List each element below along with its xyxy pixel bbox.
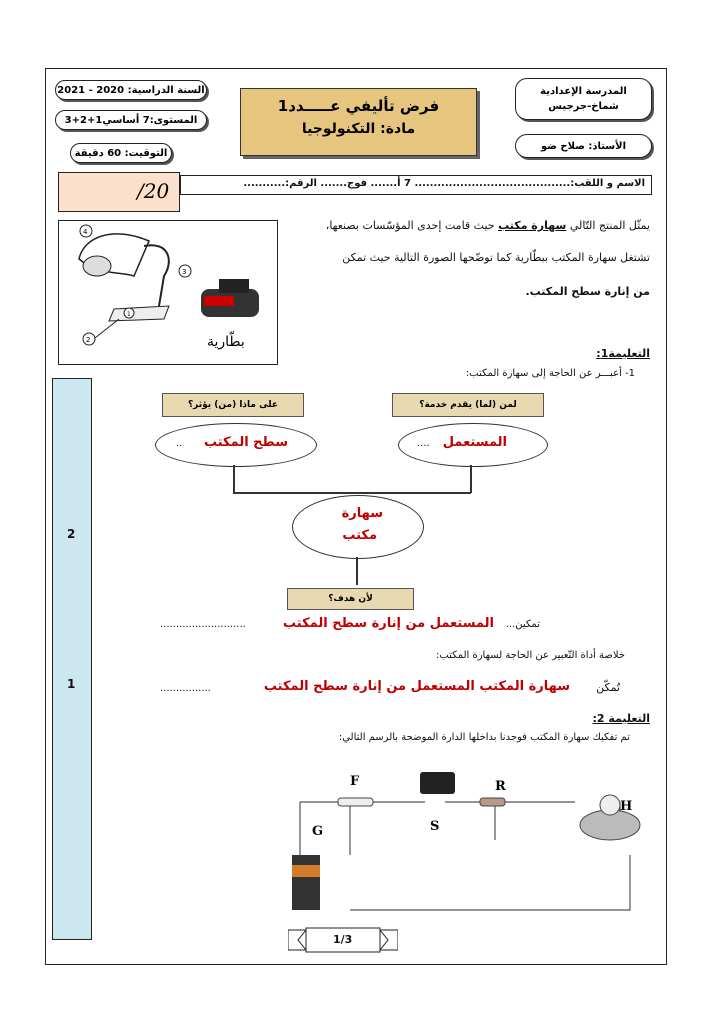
year-text: السنة الدراسية: 2020 - 2021 [57,84,205,96]
score-text: /20 [137,179,170,203]
box-goal [287,588,414,610]
school-box [515,78,652,120]
intro-text-a: يمثّل المنتج التّالي [566,219,650,232]
acts-on-label: على ماذا (من) يؤثر؟ [187,400,279,410]
label-R: R [495,779,506,794]
product-line-2: مكتب [342,528,377,543]
page-number: 1/3 [333,933,353,946]
side-score-1: 1 [67,677,76,691]
serves-dots: .... [417,438,430,449]
label-H: H [620,799,633,814]
task2-text: تم تفكيك سهارة المكتب فوجدنا بداخلها الدارة الموضحة بالرسم التالي: [338,732,630,743]
lamp-image-box [58,220,278,365]
label-S: S [430,819,440,834]
goal-answer: المستعمل من إنارة سطح المكتب [283,616,494,631]
desk-lamp-image [59,221,277,364]
exam-title: فرض تأليفي عـــــدد1 [277,97,440,115]
fuse-shape [338,798,373,806]
score-box [58,172,180,212]
intro-line-3: من إنارة سطح المكتب. [525,285,650,298]
goal-label: لأن هدف؟ [328,594,373,604]
school-place: شماخ-جرجيس [548,101,619,112]
label-4: 4 [83,228,88,236]
connector-horizontal [233,492,471,494]
connector-down [356,557,358,585]
summary-answer: سهارة المكتب المستعمل من إنارة سطح المكتب [263,679,570,694]
label-F: F [350,774,360,789]
battery-shape [292,855,320,910]
serves-label: لمن (لما) يقدم خدمة؟ [419,400,517,410]
product-name: سهارة مكتب [498,219,567,232]
serves-answer: المستعمل [442,435,507,450]
level-text: المستوى:7 أساسي1+2+3 [64,114,198,126]
battery-label: بطّارية [207,334,245,350]
ellipse-serves [398,423,548,467]
exam-title-box [240,88,477,156]
task1-question: 1- أعبـــر عن الحاجة إلى سهارة المكتب: [465,368,635,379]
product-line-1: سهارة [341,506,383,521]
timing-text: التوقيت: 60 دقيقة [74,147,168,159]
teacher-box [515,134,652,158]
label-G: G [312,824,324,839]
student-info-box [180,175,652,195]
label-3: 3 [182,268,187,276]
summary-prefix: تُمكّن [596,681,620,694]
label-1: 1 [127,311,131,318]
resistor-shape [480,798,505,806]
intro-line-1 [326,219,650,232]
subject-title: مادة: التكنولوجيا [301,121,416,137]
box-serves [392,393,544,417]
goal-prefix: تمكين... [505,619,540,630]
switch-shape [420,772,455,794]
side-score-2: 2 [67,527,76,541]
goal-dots: ........................... [160,619,246,630]
school-name: المدرسة الإعدادية [540,86,627,97]
acts-on-dots: .. [176,438,183,449]
timing-box [70,143,172,163]
level-box [55,110,207,130]
circuit-diagram [280,760,650,920]
connector-left [233,465,235,493]
intro-text-c: حيث قامت إحدى المؤسّسات بصنعها، [325,219,499,232]
box-acts-on [162,393,304,417]
summary-question: خلاصة أداة التّعبير عن الحاجة لسهارة المكتب: [435,650,625,661]
task1-heading: التعليمة1: [596,347,650,360]
acts-on-answer: سطح المكتب [203,435,288,450]
task2-heading: التعليمة 2: [592,712,650,725]
ellipse-acts-on [155,423,317,467]
intro-line-2: تشتغل سهارة المكتب ببطّارية كما توضّحها الصورة التالية حيث تمكن [342,251,650,264]
score-sidebar [52,378,92,940]
teacher-name: الأستاذ: صلاح ضو [540,140,627,152]
label-2: 2 [86,336,91,344]
year-box [55,80,207,100]
ellipse-product [292,495,424,559]
summary-dots: ................ [160,683,211,694]
connector-right [470,465,472,493]
student-info-line: الاسم و اللقب:......................................... 7 أ....... فوج....... الرقم:........... [243,178,645,189]
